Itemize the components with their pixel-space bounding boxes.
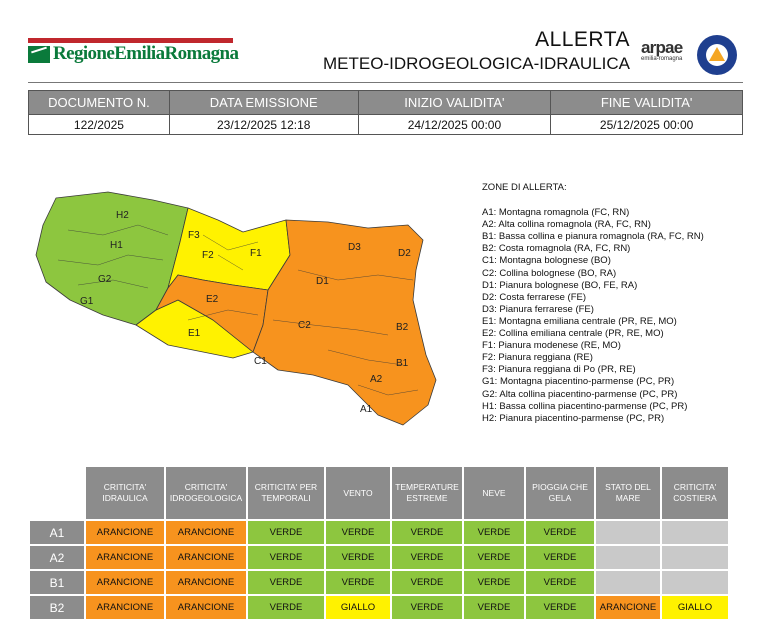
zones-legend xyxy=(482,182,704,425)
alert-column-header-line: MARE xyxy=(615,493,641,503)
document-title: ALLERTA xyxy=(535,28,630,51)
alert-level-cell: VERDE xyxy=(392,596,462,619)
map-label-f1: F1 xyxy=(250,248,262,259)
map-label-d2: D2 xyxy=(398,248,411,259)
alert-level-cell: VERDE xyxy=(464,521,524,544)
alert-column-header-line: CRITICITA' xyxy=(184,482,228,492)
alert-level-cell: VERDE xyxy=(526,596,594,619)
alert-level-cell xyxy=(662,546,728,569)
alert-level-cell: VERDE xyxy=(464,571,524,594)
alert-level-cell: VERDE xyxy=(392,546,462,569)
alert-table-corner xyxy=(30,467,84,519)
header-divider xyxy=(28,82,743,83)
zone-legend-item: E1: Montagna emiliana centrale (PR, RE, MO) xyxy=(482,315,677,327)
validity-end-value: 25/12/2025 00:00 xyxy=(551,115,743,135)
alert-column-header xyxy=(326,467,390,519)
alert-row-a2 xyxy=(30,546,728,569)
alert-column-header-line: STATO DEL xyxy=(605,482,651,492)
alert-level-cell: VERDE xyxy=(526,546,594,569)
alert-level-cell: ARANCIONE xyxy=(86,521,164,544)
arpae-logo xyxy=(641,38,691,62)
alert-level-cell: ARANCIONE xyxy=(166,596,246,619)
alert-level-cell: ARANCIONE xyxy=(86,596,164,619)
zone-legend-item: A2: Alta collina romagnola (RA, FC, RN) xyxy=(482,219,651,231)
document-info-table xyxy=(28,90,743,135)
map-label-h2: H2 xyxy=(116,210,129,221)
alert-level-cell: VERDE xyxy=(464,546,524,569)
alert-row-b1 xyxy=(30,571,728,594)
alert-column-header-line: CRITICITA' PER xyxy=(254,482,318,492)
alert-level-cell: ARANCIONE xyxy=(86,546,164,569)
regione-emilia-romagna-logo xyxy=(28,38,239,68)
map-label-a2: A2 xyxy=(370,374,383,385)
alert-level-cell xyxy=(662,521,728,544)
alert-level-cell: ARANCIONE xyxy=(166,571,246,594)
zone-legend-item: B2: Costa romagnola (RA, FC, RN) xyxy=(482,243,631,255)
alert-row-a1 xyxy=(30,521,728,544)
map-label-f3: F3 xyxy=(188,230,200,241)
map-label-g2: G2 xyxy=(98,274,112,285)
alert-level-cell: GIALLO xyxy=(662,596,728,619)
map-label-a1: A1 xyxy=(360,404,373,415)
alert-row-zone: A1 xyxy=(30,521,84,544)
alert-column-header-line: TEMPERATURE xyxy=(395,482,459,492)
alert-column-header-line: PIOGGIA CHE xyxy=(532,482,588,492)
zones-legend-list xyxy=(482,207,704,425)
alert-column-header-line: VENTO xyxy=(343,487,373,498)
alert-column-header xyxy=(464,467,524,519)
arpae-logo-sub: emilia-romagna xyxy=(641,56,683,62)
alert-column-header-line: COSTIERA xyxy=(673,493,717,503)
zone-legend-item: H1: Bassa collina piacentino-parmense (PC, PR) xyxy=(482,400,688,412)
map-label-g1: G1 xyxy=(80,296,94,307)
alert-column-header xyxy=(166,467,246,519)
map-label-b2: B2 xyxy=(396,322,409,333)
zone-legend-item: D1: Pianura bolognese (BO, FE, RA) xyxy=(482,279,638,291)
alert-row-zone: B1 xyxy=(30,571,84,594)
logo-text: RegioneEmiliaRomagna xyxy=(53,43,239,64)
map-label-b1: B1 xyxy=(396,358,409,369)
map-label-e1: E1 xyxy=(188,328,201,339)
alert-table-body xyxy=(30,521,728,619)
alert-table-header-row xyxy=(30,467,728,519)
alert-level-cell: ARANCIONE xyxy=(166,546,246,569)
alert-level-cell xyxy=(596,571,660,594)
validity-start-header: INIZIO VALIDITA' xyxy=(358,91,551,115)
zone-legend-item: F3: Pianura reggiana di Po (PR, RE) xyxy=(482,364,636,376)
map-label-f2: F2 xyxy=(202,250,214,261)
alert-level-cell: VERDE xyxy=(392,521,462,544)
alert-level-cell: VERDE xyxy=(248,521,324,544)
alert-level-cell: VERDE xyxy=(248,596,324,619)
alert-level-cell: ARANCIONE xyxy=(596,596,660,619)
zone-legend-item: F1: Pianura modenese (RE, MO) xyxy=(482,340,621,352)
zone-legend-item: D3: Pianura ferrarese (FE) xyxy=(482,303,594,315)
arpae-logo-name: arpae xyxy=(641,38,683,57)
map-label-h1: H1 xyxy=(110,240,123,251)
validity-start-value: 24/12/2025 00:00 xyxy=(358,115,551,135)
alert-column-header xyxy=(662,467,728,519)
map-label-c2: C2 xyxy=(298,320,311,331)
alert-column-header-line: IDROGEOLOGICA xyxy=(169,493,243,503)
zone-legend-item: G1: Montagna piacentino-parmense (PC, PR) xyxy=(482,376,675,388)
document-subtitle: METEO-IDROGEOLOGICA-IDRAULICA xyxy=(323,54,630,73)
alert-level-cell: VERDE xyxy=(526,571,594,594)
alert-column-header-line: CRITICITA' xyxy=(673,482,717,492)
alert-level-cell xyxy=(596,546,660,569)
logo-flag-icon xyxy=(28,46,50,63)
map-label-d1: D1 xyxy=(316,276,329,287)
document-info-value-row xyxy=(29,115,743,135)
zone-legend-item: E2: Collina emiliana centrale (PR, RE, MO) xyxy=(482,328,664,340)
alert-column-header xyxy=(392,467,462,519)
zone-legend-item: B1: Bassa collina e pianura romagnola (RA, FC, RN) xyxy=(482,231,704,243)
zone-legend-item: C1: Montagna bolognese (BO) xyxy=(482,255,611,267)
alert-level-cell: VERDE xyxy=(248,546,324,569)
protezione-civile-logo-icon xyxy=(697,35,737,75)
validity-end-header: FINE VALIDITA' xyxy=(551,91,743,115)
alert-row-zone: A2 xyxy=(30,546,84,569)
alert-column-header-line: ESTREME xyxy=(406,493,448,503)
alert-level-cell: VERDE xyxy=(392,571,462,594)
zone-legend-item: G2: Alta collina piacentino-parmense (PC, PR) xyxy=(482,388,678,400)
alert-level-cell: VERDE xyxy=(526,521,594,544)
map-label-e2: E2 xyxy=(206,294,219,305)
alert-levels-table xyxy=(28,465,730,621)
alert-column-header-line: CRITICITA' xyxy=(103,482,147,492)
alert-level-cell: VERDE xyxy=(248,571,324,594)
alert-column-header-line: IDRAULICA xyxy=(102,493,148,503)
alert-level-cell xyxy=(596,521,660,544)
issue-date-header: DATA EMISSIONE xyxy=(169,91,358,115)
alert-level-cell: ARANCIONE xyxy=(86,571,164,594)
alert-column-header xyxy=(248,467,324,519)
alert-level-cell xyxy=(662,571,728,594)
document-number-header: DOCUMENTO N. xyxy=(29,91,170,115)
alert-level-cell: ARANCIONE xyxy=(166,521,246,544)
zones-legend-title: ZONE DI ALLERTA: xyxy=(482,182,567,193)
alert-zones-map xyxy=(28,180,448,440)
alert-column-header xyxy=(86,467,164,519)
alert-level-cell: VERDE xyxy=(464,596,524,619)
zone-legend-item: H2: Pianura piacentino-parmense (PC, PR) xyxy=(482,412,665,424)
map-label-d3: D3 xyxy=(348,242,361,253)
issue-date-value: 23/12/2025 12:18 xyxy=(169,115,358,135)
zone-legend-item: C2: Collina bolognese (BO, RA) xyxy=(482,267,617,279)
map-label-c1: C1 xyxy=(254,356,267,367)
alert-column-header xyxy=(526,467,594,519)
alert-column-header-line: TEMPORALI xyxy=(261,493,311,503)
alert-level-cell: VERDE xyxy=(326,521,390,544)
alert-row-zone: B2 xyxy=(30,596,84,619)
alert-column-header-line: NEVE xyxy=(482,487,506,498)
alert-level-cell: GIALLO xyxy=(326,596,390,619)
document-number-value: 122/2025 xyxy=(29,115,170,135)
alert-level-cell: VERDE xyxy=(326,571,390,594)
zone-legend-item: F2: Pianura reggiana (RE) xyxy=(482,352,593,364)
alert-level-cell: VERDE xyxy=(326,546,390,569)
alert-column-header xyxy=(596,467,660,519)
zone-legend-item: D2: Costa ferrarese (FE) xyxy=(482,291,586,303)
alert-column-header-line: GELA xyxy=(548,493,572,503)
document-info-header-row xyxy=(29,91,743,115)
zone-legend-item: A1: Montagna romagnola (FC, RN) xyxy=(482,207,630,219)
alert-row-b2 xyxy=(30,596,728,619)
